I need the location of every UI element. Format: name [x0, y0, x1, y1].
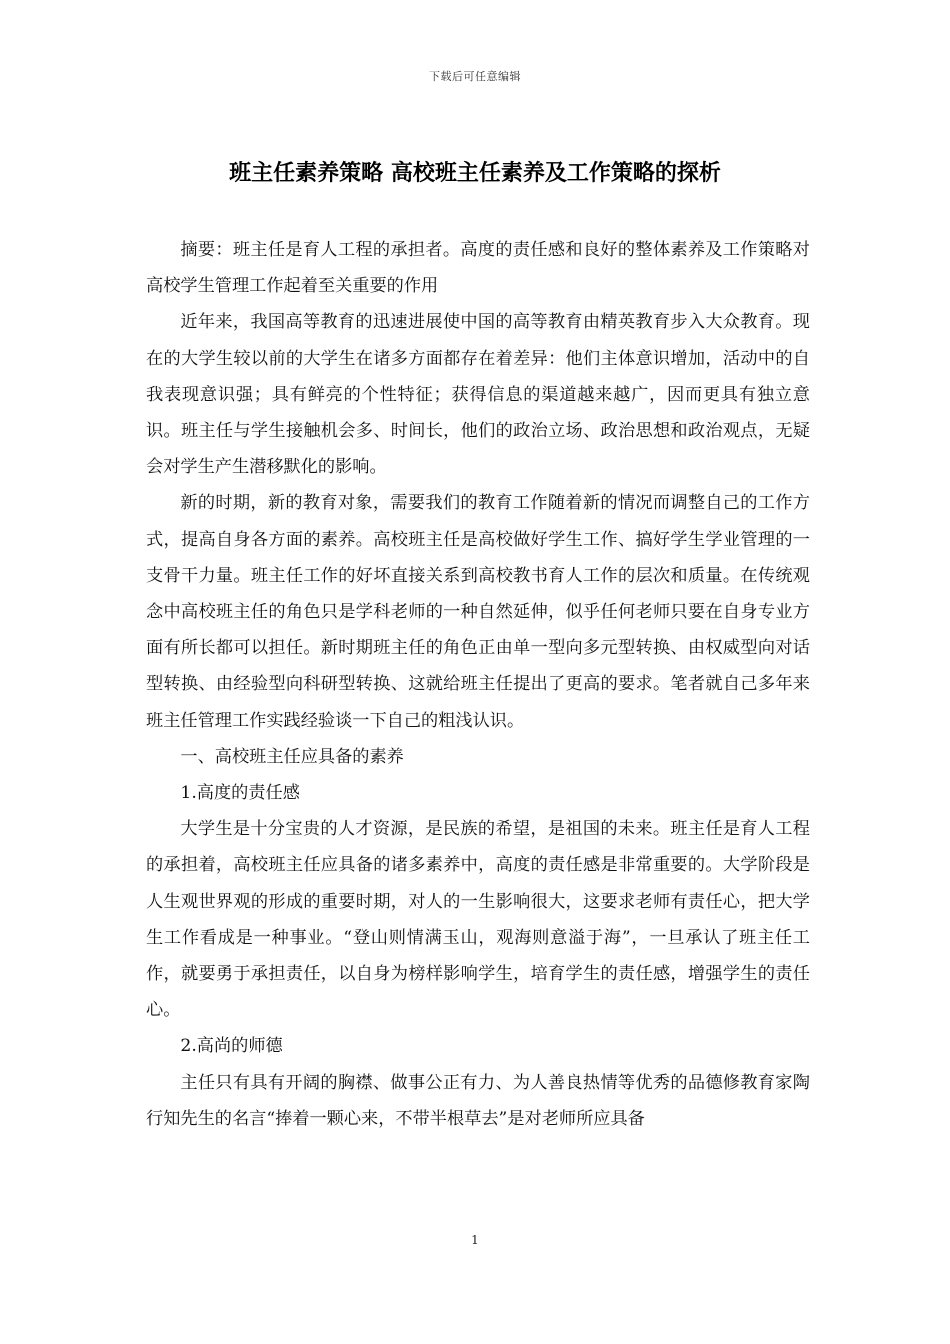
document-body [146, 232, 810, 1137]
body-paragraph: 近年来，我国高等教育的迅速进展使中国的高等教育由精英教育步入大众教育。现在的大学生较以前的大学生在诸多方面都存在着差异：他们主体意识增加，活动中的自我表现意识强；具有鲜亮的个性特征；获得信息的渠道越来越广，因而更具有独立意识。班主任与学生接触机会多、时间长，他们的政治立场、政治思想和政治观点，无疑会对学生产生潜移默化的影响。 [146, 312, 810, 478]
subsection-heading: 2.高尚的师德 [180, 1036, 283, 1057]
body-paragraph: 新的时期，新的教育对象，需要我们的教育工作随着新的情况而调整自己的工作方式，提高自身各方面的素养。高校班主任是高校做好学生工作、搞好学生学业管理的一支骨干力量。班主任工作的好坏直接关系到高校教书育人工作的层次和质量。在传统观念中高校班主任的角色只是学科老师的一种自然延伸，似乎任何老师只要在自身专业方面有所长都可以担任。新时期班主任的角色正由单一型向多元型转换、由权威型向对话型转换、由经验型向科研型转换、这就给班主任提出了更高的要求。笔者就自己多年来班主任管理工作实践经验谈一下自己的粗浅认识。 [146, 493, 810, 731]
body-paragraph: 主任只有具有开阔的胸襟、做事公正有力、为人善良热情等优秀的品德修教育家陶行知先生的名言“捧着一颗心来，不带半根草去”是对老师所应具备 [146, 1072, 810, 1129]
abstract-paragraph: 摘要：班主任是育人工程的承担者。高度的责任感和良好的整体素养及工作策略对高校学生管理工作起着至关重要的作用 [146, 240, 810, 297]
page-number: 1 [471, 1233, 479, 1247]
body-paragraph: 大学生是十分宝贵的人才资源，是民族的希望，是祖国的未来。班主任是育人工程的承担着，高校班主任应具备的诸多素养中，高度的责任感是非常重要的。大学阶段是人生观世界观的形成的重要时期，对人的一生影响很大，这要求老师有责任心，把大学生工作看成是一种事业。“登山则情满玉山，观海则意溢于海”，一旦承认了班主任工作，就要勇于承担责任，以自身为榜样影响学生，培育学生的责任感，增强学生的责任心。 [146, 819, 810, 1021]
section-heading: 一、高校班主任应具备的素养 [180, 746, 404, 767]
header-note: 下载后可任意编辑 [429, 70, 521, 83]
document-title: 班主任素养策略 高校班主任素养及工作策略的探析 [229, 161, 721, 186]
subsection-heading: 1.高度的责任感 [180, 783, 300, 804]
